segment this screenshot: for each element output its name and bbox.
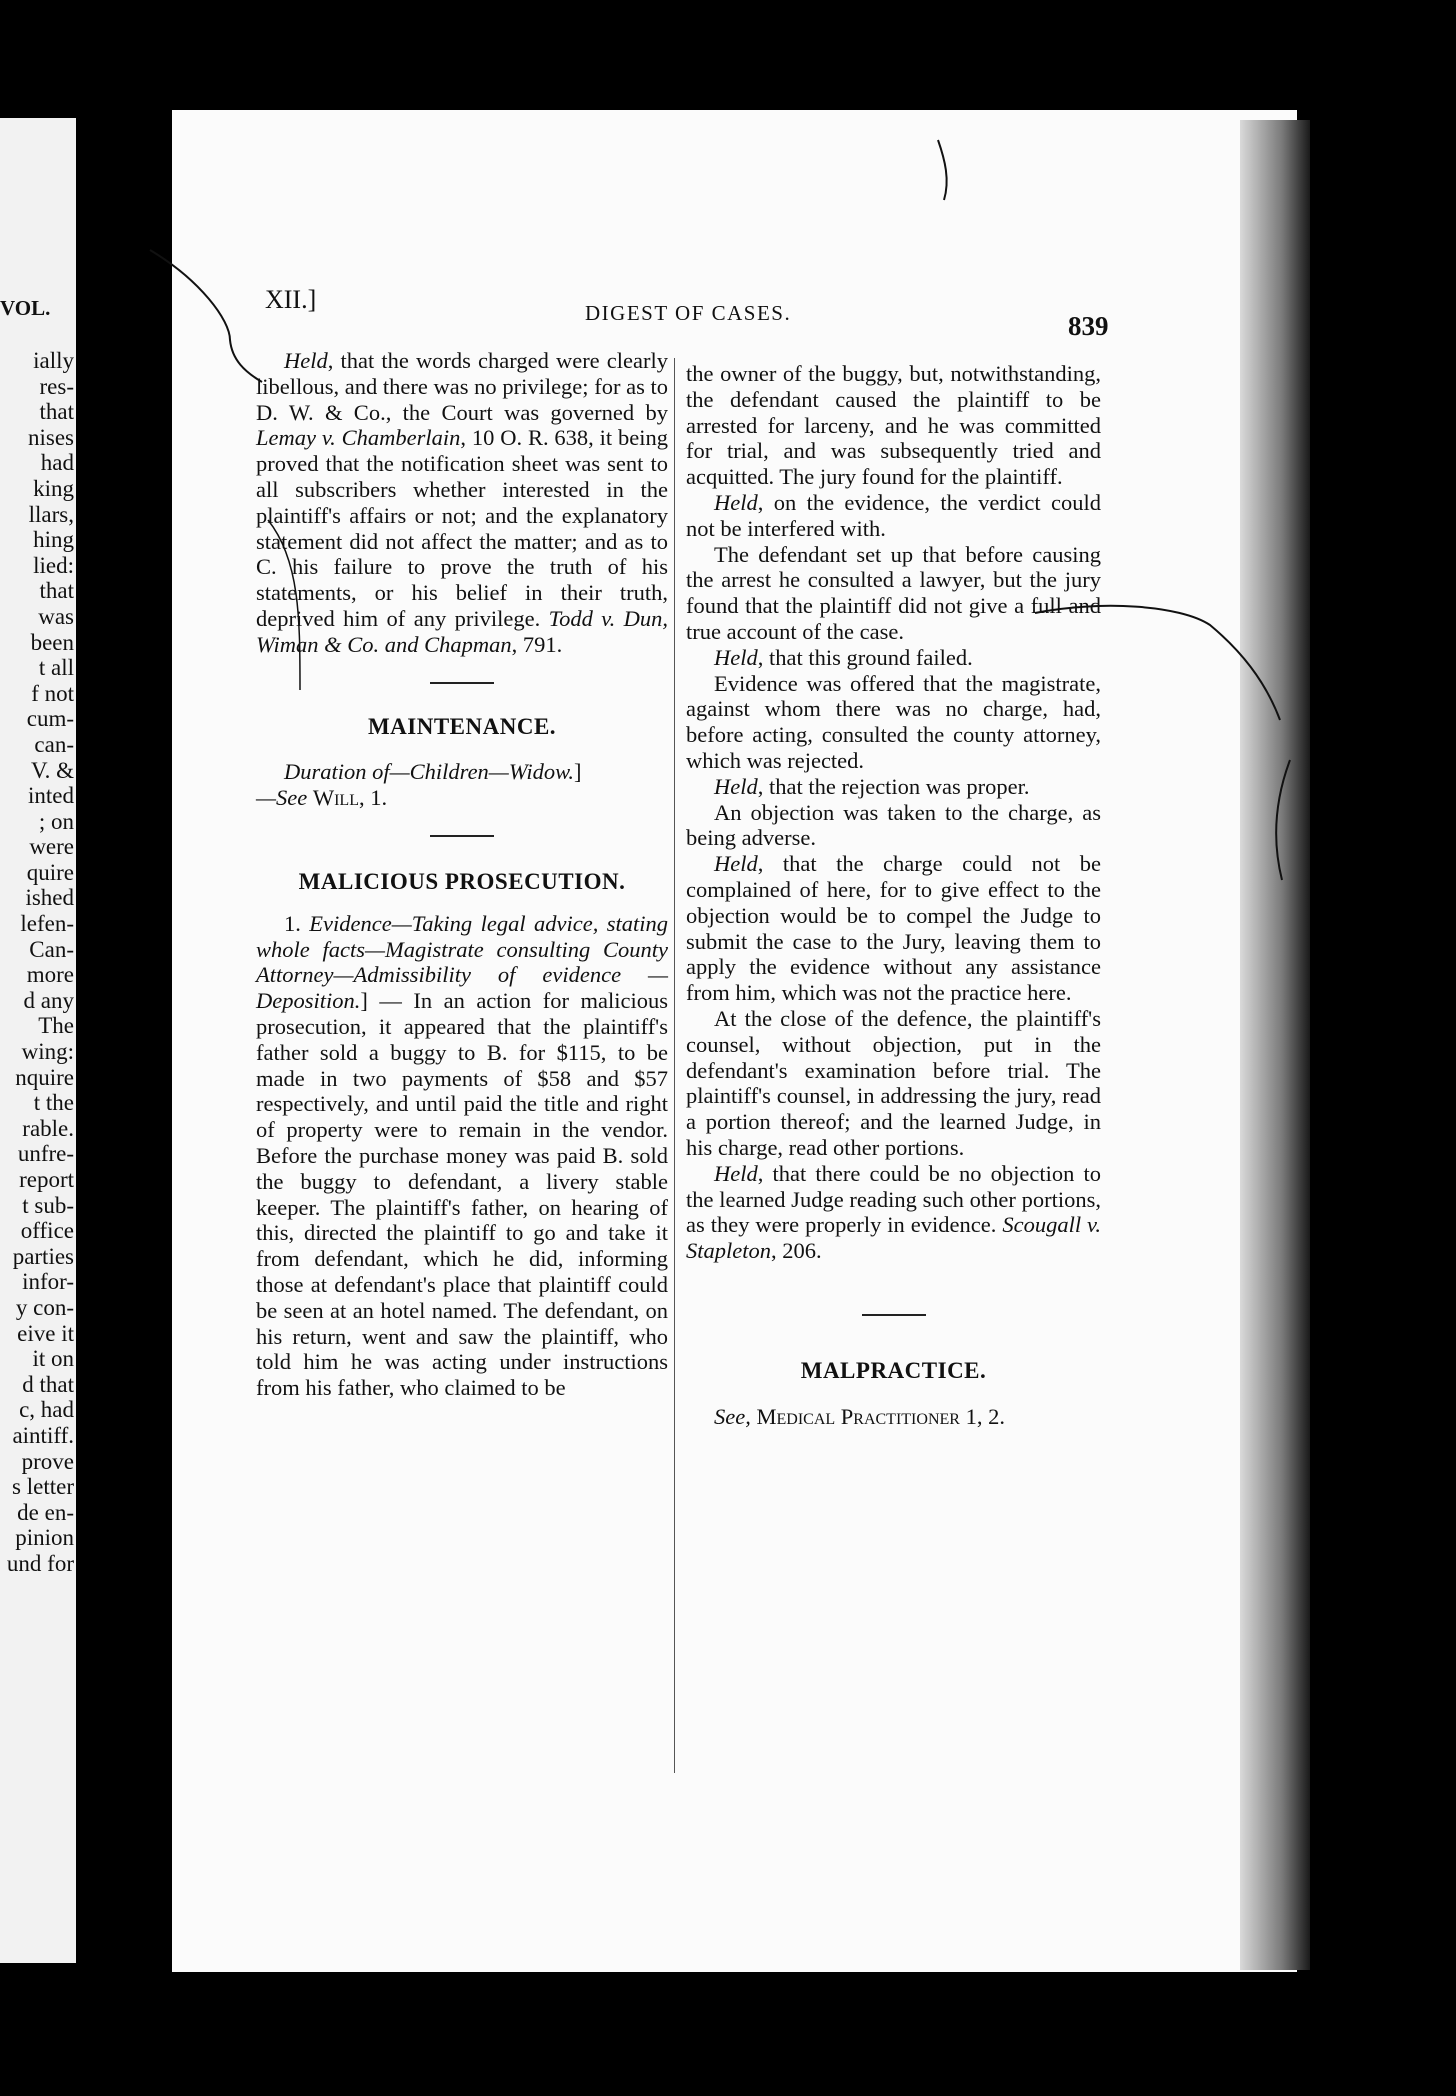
malicious-prosecution-entry: 1. Evidence—Taking legal advice, stating whole facts—Magistrate consulting County Attorney—Admissibility of evidence — Deposition.] — In an action for malicious prosecution, it appeared that the plaintiff's father sold a buggy to B. for $115, to be made in two payments of $58 and $57 respectively, and until paid the title and right of property were to remain in the vendor. Before the purchase money was paid B. sold the buggy to defendant, a livery stable keeper. The plaintiff's father, on hearing of this, directed the plaintiff to go and take it from defendant, which he did, informing those at defendant's place that plaintiff could be seen at an hotel named. The defendant, on his return, went and saw the plaintiff, who told him he was acting under instructions from his father, who claimed to be <box>256 910 669 1401</box>
adjacent-page-line: t the <box>33 1090 74 1116</box>
adjacent-page-line: wing: <box>21 1039 74 1065</box>
adjacent-page-line: prove <box>21 1448 74 1474</box>
held-paragraph: Held, that the words charged were clearly libellous, and there was no privilege; for as to D. W. & Co., the Court was governed by Lemay v. Chamberlain, 10 O. R. 638, it being proved that the notification sheet was sent to all subscribers whether interested in the plaintiff's affairs or not; and the explanatory statement did not affect the matter; and as to C. his failure to prove the truth of his statements, or his belief in their truth, deprived him of any privilege. Todd v. Dun, Wiman & Co. and Chapman, 791. <box>256 348 669 657</box>
paragraph: At the close of the defence, the plaintiff's counsel, without objection, put in the defendant's examination before trial. The plaintiff's counsel, in addressing the jury, read a portion thereof; and the learned Judge, in his charge, read other portions. <box>686 1005 1101 1160</box>
adjacent-page-line: d that <box>22 1371 74 1397</box>
paragraph: The defendant set up that before causing the arrest he consulted a lawyer, but the jury found that the plaintiff did not give a full and true account of the case. <box>686 541 1101 644</box>
adjacent-page-line: llars, <box>28 501 74 527</box>
held-paragraph: Held, that the rejection was proper. <box>714 773 1030 799</box>
adjacent-page-line: lied: <box>33 552 74 578</box>
adjacent-page-line: t sub- <box>22 1192 74 1218</box>
adjacent-page-line: hing <box>33 527 74 553</box>
adjacent-page-line: lefen- <box>20 911 74 937</box>
adjacent-page-line: had <box>40 450 74 476</box>
adjacent-page-line: been <box>30 629 74 655</box>
adjacent-page-line: ially <box>33 348 74 373</box>
volume-marker: XII.] <box>265 285 317 314</box>
adjacent-page-line: aintiff. <box>12 1422 74 1448</box>
adjacent-page-line: report <box>19 1167 74 1192</box>
adjacent-page-line: quire <box>26 859 74 885</box>
held-paragraph: Held, that this ground failed. <box>714 644 973 670</box>
adjacent-page-line: king <box>33 475 74 501</box>
section-heading-malicious-prosecution: MALICIOUS PROSECUTION. <box>298 868 626 894</box>
adjacent-page-line: nquire <box>15 1064 74 1090</box>
adjacent-page-line: und for <box>6 1550 74 1576</box>
adjacent-page-line: s letter <box>12 1474 74 1500</box>
page-number: 839 <box>1068 311 1109 341</box>
adjacent-page-line: that <box>39 399 74 425</box>
adjacent-page-line: V. & <box>30 757 74 783</box>
adjacent-page-line: Can- <box>29 936 74 962</box>
held-paragraph: Held, on the evidence, the verdict could not be interfered with. <box>686 489 1101 541</box>
adjacent-page-line: ; on <box>38 808 74 834</box>
adjacent-page-line: t all <box>38 655 74 681</box>
held-paragraph: Held, that the charge could not be complained of here, for to give effect to the objection would be to compel the Judge to submit the case to the Jury, leaving them to apply the evidence without any assistance from him, which was not the practice here. <box>686 851 1101 1006</box>
paragraph: An objection was taken to the charge, as being adverse. <box>686 799 1101 851</box>
malpractice-entry: See, Medical Practitioner 1, 2. <box>714 1403 1005 1429</box>
adjacent-page-line: were <box>29 834 74 860</box>
adjacent-page-line: res- <box>39 373 74 399</box>
maintenance-entry: Duration of—Children—Widow.] —See Will, 1. <box>256 759 582 811</box>
adjacent-page-line: infor- <box>22 1269 74 1295</box>
adjacent-page-line: it on <box>32 1346 74 1372</box>
adjacent-page-line: d any <box>23 987 74 1013</box>
running-head: DIGEST OF CASES. <box>585 301 792 325</box>
adjacent-page-line: nises <box>28 424 74 450</box>
adjacent-page-line: that <box>39 578 74 604</box>
adjacent-page-line: pinion <box>15 1525 74 1551</box>
adjacent-page-line: c, had <box>19 1397 74 1423</box>
adjacent-page-line: inted <box>28 783 74 809</box>
adjacent-page-line: f not <box>31 680 74 706</box>
adjacent-page-line: was <box>38 603 74 629</box>
adjacent-page-line: y con- <box>15 1294 74 1320</box>
adjacent-page-line: The <box>38 1013 74 1039</box>
held-paragraph: Held, that there could be no objection to the learned Judge reading such other portions, as they were properly in evidence. Scougall v. Stapleton, 206. <box>686 1160 1101 1264</box>
paragraph: Evidence was offered that the magistrate, against whom there was no charge, had, before acting, consulted the county attorney, which was rejected. <box>686 670 1101 773</box>
adjacent-page-line: unfre- <box>17 1141 74 1167</box>
adjacent-page-line: rable. <box>22 1115 74 1141</box>
adjacent-page-line: ished <box>25 885 74 911</box>
adjacent-page-line: cum- <box>26 706 74 732</box>
adjacent-page-line: de en- <box>17 1499 74 1525</box>
adjacent-page-line: more <box>26 962 74 988</box>
adjacent-page-line: can- <box>34 731 74 757</box>
adjacent-page-line: parties <box>12 1243 74 1269</box>
section-heading-malpractice: MALPRACTICE. <box>800 1357 987 1383</box>
adjacent-page-header: VOL. <box>0 296 51 320</box>
adjacent-page-line: eive it <box>17 1320 74 1346</box>
paragraph: the owner of the buggy, but, notwithstanding, the defendant caused the plaintiff to be arrested for larceny, and he was committed for trial, and was subsequently tried and acquitted. The jury found for the plaintiff. <box>686 361 1101 490</box>
section-heading-maintenance: MAINTENANCE. <box>367 713 557 739</box>
adjacent-page-line: office <box>20 1218 74 1244</box>
